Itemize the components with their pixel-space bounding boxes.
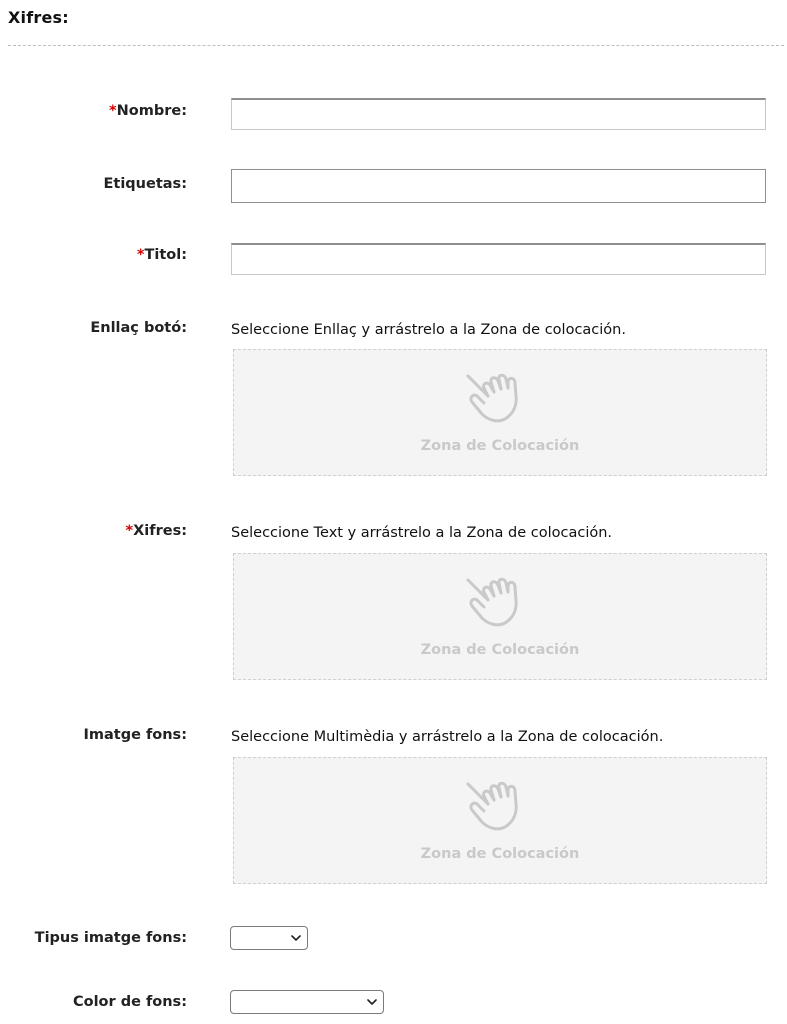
imatge-fons-hint: Seleccione Multimèdia y arrástrelo a la Zona de colocación. bbox=[231, 729, 664, 745]
enllac-boto-label: Enllaç botó: bbox=[90, 320, 187, 336]
color-fons-label: Color de fons: bbox=[72, 994, 187, 1010]
titol-label bbox=[137, 247, 187, 263]
section-title: Xifres: bbox=[8, 8, 69, 27]
chevron-down-icon bbox=[367, 998, 377, 1006]
enllac-boto-hint: Seleccione Enllaç y arrástrelo a la Zona de colocación. bbox=[231, 322, 626, 338]
tipus-imatge-fons-label: Tipus imatge fons: bbox=[34, 930, 187, 946]
xifres-label-text: Xifres: bbox=[133, 523, 187, 539]
hand-pointer-icon bbox=[458, 566, 542, 632]
hand-pointer-icon bbox=[458, 362, 542, 428]
xifres-hint: Seleccione Text y arrástrelo a la Zona de colocación. bbox=[231, 525, 613, 541]
etiquetas-input[interactable] bbox=[231, 169, 766, 203]
etiquetas-label: Etiquetas: bbox=[103, 176, 187, 192]
required-mark: * bbox=[136, 247, 145, 263]
section-divider bbox=[8, 45, 784, 46]
hand-pointer-icon bbox=[458, 770, 542, 836]
dropzone-label: Zona de Colocación bbox=[420, 846, 580, 862]
xifres-label bbox=[126, 523, 187, 539]
xifres-dropzone[interactable] bbox=[233, 553, 767, 680]
nombre-label bbox=[109, 103, 187, 119]
required-mark: * bbox=[125, 523, 134, 539]
nombre-label-text: Nombre: bbox=[116, 103, 187, 119]
color-fons-select[interactable] bbox=[230, 990, 384, 1014]
required-mark: * bbox=[109, 103, 117, 119]
imatge-fons-dropzone[interactable] bbox=[233, 757, 767, 884]
nombre-input[interactable] bbox=[231, 98, 766, 130]
dropzone-label: Zona de Colocación bbox=[420, 438, 580, 454]
tipus-imatge-fons-select[interactable] bbox=[230, 926, 308, 950]
enllac-boto-dropzone[interactable] bbox=[233, 349, 767, 476]
titol-label-text: Titol: bbox=[144, 247, 187, 263]
dropzone-label: Zona de Colocación bbox=[420, 642, 580, 658]
chevron-down-icon bbox=[291, 934, 301, 942]
titol-input[interactable] bbox=[231, 243, 766, 275]
imatge-fons-label: Imatge fons: bbox=[83, 727, 187, 743]
